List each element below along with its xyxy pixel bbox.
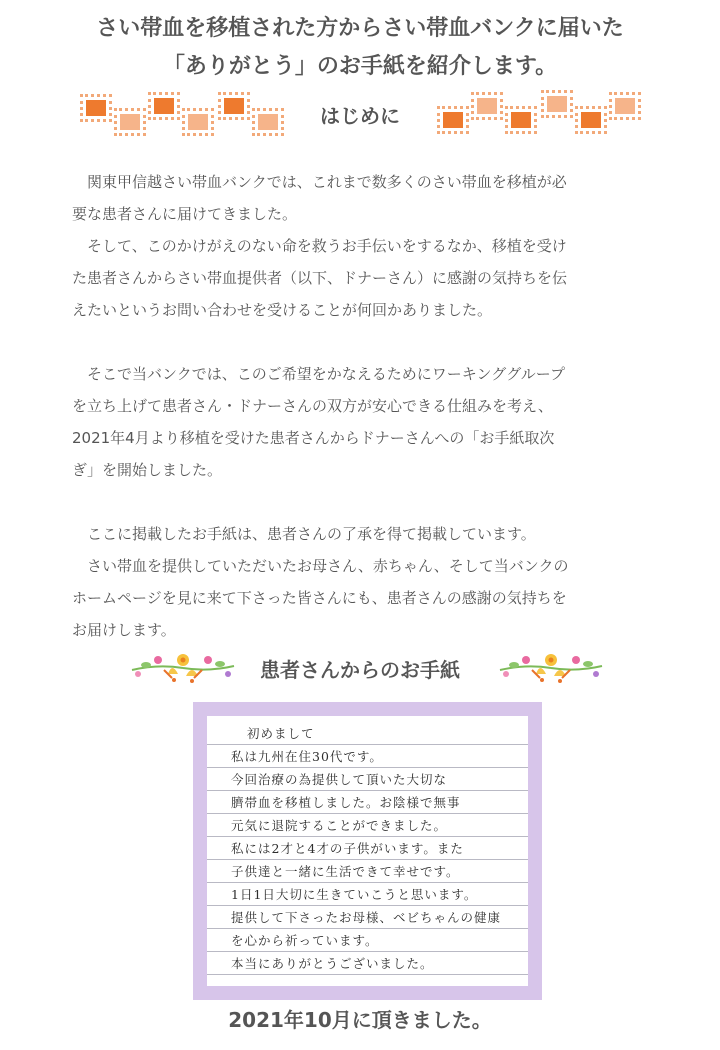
letter-caption: 2021年10月に頂きました。 [228,1008,492,1032]
text-line: ここに掲載したお手紙は、患者さんの了承を得て掲載しています。 [87,525,536,543]
page-title [0,10,720,86]
text-line: 関東甲信越さい帯血バンクでは、これまで数多くのさい帯血を移植が必 [87,173,567,191]
intro-paragraph-4 [72,518,652,550]
intro-paragraph-3 [72,358,652,486]
text-line: そこで当バンクでは、このご希望をかなえるためにワーキンググループ [87,365,566,383]
text-line: た患者さんからさい帯血提供者（以下、ドナーさん）に感謝の気持ちを伝 [72,269,568,287]
letter-line: 今回治療の為提供して頂いた大切な [231,772,448,787]
stamp-icon [505,106,537,134]
letter-line: 私には2才と4才の子供がいます。また [231,841,464,856]
letter-section-heading [0,648,720,688]
text-line: を立ち上げて患者さん・ドナーさんの双方が安心できる仕組みを考え、 [72,397,553,415]
letter-section-label: 患者さんからのお手紙 [260,658,460,682]
intro-heading [0,90,720,138]
letter-line: 臍帯血を移植しました。お陰様で無事 [231,795,461,810]
text-line: さい帯血を提供していただいたお母さん、赤ちゃん、そして当バンクの [87,557,569,575]
letter-line: 元気に退院することができました。 [231,818,448,833]
stamp-icon [609,92,641,120]
text-line: 要な患者さんに届けてきました。 [72,205,298,223]
flower-bell-icon [496,648,606,688]
letter-image [193,702,542,1000]
letter-line: 本当にありがとうございました。 [231,956,434,971]
text-line: ぎ」を開始しました。 [72,461,223,479]
letter-line: 子供達と一緒に生活できて幸せです。 [231,864,460,879]
page [0,10,720,1032]
letter-line: 私は九州在住30代です。 [231,749,383,764]
text-line: 2021年4月より移植を受けた患者さんからドナーさんへの「お手紙取次 [72,429,555,447]
intro-body [72,166,652,646]
text-line: そして、このかけがえのない命を救うお手伝いをするなか、移植を受け [87,237,567,255]
letter-line: 初めまして [247,726,315,741]
stamp-icon [541,90,573,118]
letter-paper [207,716,528,986]
title-line-1: さい帯血を移植された方からさい帯血バンクに届いた [96,16,624,41]
intro-paragraph-2 [72,230,652,326]
letter-line: を心から祈っています。 [231,933,379,948]
text-line: お届けします。 [72,621,176,639]
intro-paragraph-1 [72,166,652,230]
text-line: ホームページを見に来て下さった皆さんにも、患者さんの感謝の気持ちを [72,589,567,607]
stamp-icon [471,92,503,120]
letter-line: 提供して下さったお母様、ベビちゃんの健康 [231,910,502,925]
stamp-icon [575,106,607,134]
intro-heading-label: はじめに [320,104,400,128]
letter-line: 1日1日大切に生きていこうと思います。 [231,887,478,902]
title-line-2: 「ありがとう」のお手紙を紹介します。 [162,54,558,79]
stamp-icon [437,106,469,134]
text-line: えたいというお問い合わせを受けることが何回かありました。 [72,301,493,319]
intro-paragraph-5 [72,550,652,646]
